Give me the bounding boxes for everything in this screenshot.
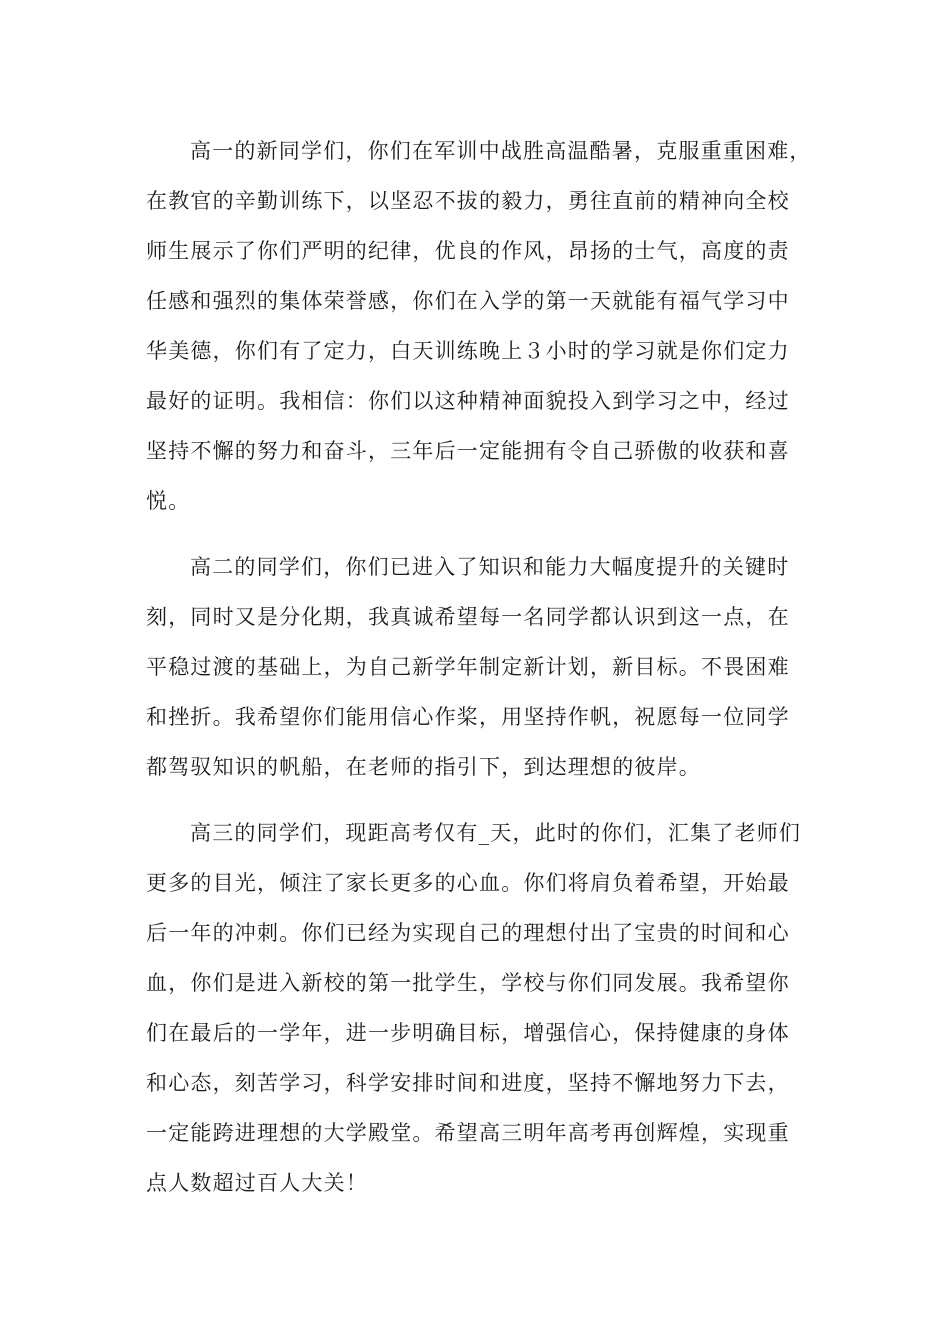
text-line: 一定能跨进理想的大学殿堂。希望高三明年高考再创辉煌，实现重 <box>146 1121 790 1145</box>
text-line: 师生展示了你们严明的纪律，优良的作风，昂扬的士气，高度的责 <box>146 239 790 263</box>
text-line: 和挫折。我希望你们能用信心作桨，用坚持作帆，祝愿每一位同学 <box>146 705 790 729</box>
text-line: 最好的证明。我相信：你们以这种精神面貌投入到学习之中，经过 <box>146 389 790 413</box>
text-line: 在教官的辛勤训练下，以坚忍不拔的毅力，勇往直前的精神向全校 <box>146 189 790 213</box>
text-line: 血，你们是进入新校的第一批学生，学校与你们同发展。我希望你 <box>146 971 790 995</box>
text-line: 更多的目光，倾注了家长更多的心血。你们将肩负着希望，开始最 <box>146 871 790 895</box>
text-line: 平稳过渡的基础上，为自己新学年制定新计划，新目标。不畏困难 <box>146 655 790 679</box>
text-line: 们在最后的一学年，进一步明确目标，增强信心，保持健康的身体 <box>146 1021 790 1045</box>
text-line: 都驾驭知识的帆船，在老师的指引下，到达理想的彼岸。 <box>146 755 701 779</box>
text-line: 点人数超过百人大关！ <box>146 1171 368 1195</box>
text-line: 高三的同学们，现距高考仅有_天，此时的你们，汇集了老师们 <box>190 821 802 845</box>
text-line: 高二的同学们，你们已进入了知识和能力大幅度提升的关键时 <box>190 555 790 579</box>
text-line: 后一年的冲刺。你们已经为实现自己的理想付出了宝贵的时间和心 <box>146 921 790 945</box>
text-line: 华美德，你们有了定力，白天训练晚上３小时的学习就是你们定力 <box>146 339 790 363</box>
text-line: 刻，同时又是分化期，我真诚希望每一名同学都认识到这一点，在 <box>146 605 790 629</box>
text-line: 任感和强烈的集体荣誉感，你们在入学的第一天就能有福气学习中 <box>146 289 790 313</box>
text-line: 和心态，刻苦学习，科学安排时间和进度，坚持不懈地努力下去， <box>146 1071 790 1095</box>
text-line: 悦。 <box>146 489 191 513</box>
text-line: 高一的新同学们，你们在军训中战胜高温酷暑，克服重重困难， <box>190 139 812 163</box>
text-line: 坚持不懈的努力和奋斗，三年后一定能拥有令自己骄傲的收获和喜 <box>146 439 790 463</box>
